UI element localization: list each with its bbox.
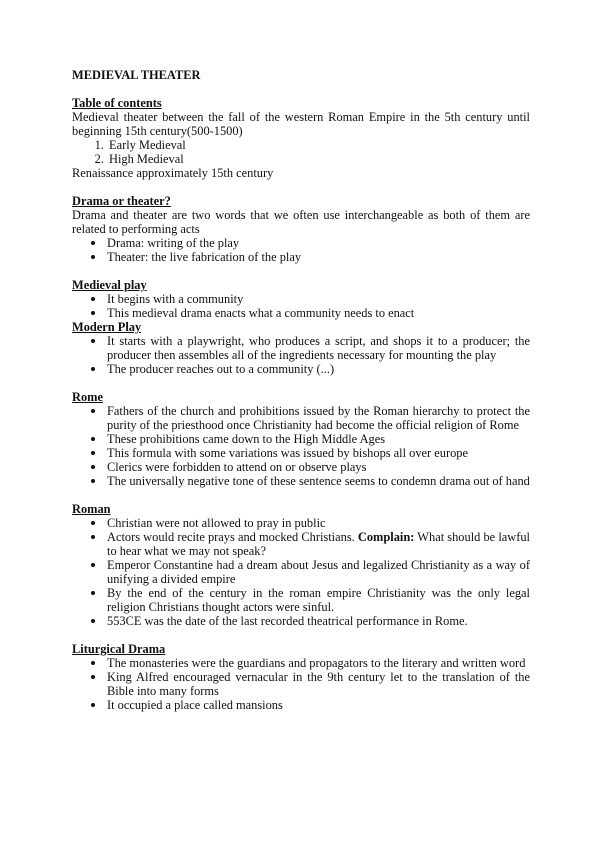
list-item: It begins with a community	[107, 292, 530, 306]
numbered-list	[72, 138, 530, 166]
section-heading: Liturgical Drama	[72, 642, 166, 656]
list-item: The monasteries were the guardians and propagators to the literary and written word	[107, 656, 530, 670]
list-item: Emperor Constantine had a dream about Jesus and legalized Christianity as a way of unifying a divided empire	[107, 558, 530, 586]
section-heading: Roman	[72, 502, 111, 516]
list-item	[107, 530, 530, 558]
list-item: These prohibitions came down to the High Middle Ages	[107, 432, 530, 446]
paragraph: Drama and theater are two words that we often use interchangeable as both of them are related to performing acts	[72, 208, 530, 236]
bullet-list	[72, 516, 530, 628]
list-item: Theater: the live fabrication of the play	[107, 250, 530, 264]
list-item: This medieval drama enacts what a community needs to enact	[107, 306, 530, 320]
bullet-list	[72, 334, 530, 376]
list-item: This formula with some variations was issued by bishops all over europe	[107, 446, 530, 460]
section-rome	[72, 390, 530, 488]
list-item: 2. High Medieval	[107, 152, 530, 166]
section-drama-or-theater	[72, 194, 530, 264]
paragraph: Medieval theater between the fall of the western Roman Empire in the 5th century until beginning 15th century(500-1500)	[72, 110, 530, 138]
list-item: Clerics were forbidden to attend on or observe plays	[107, 460, 530, 474]
list-item: Fathers of the church and prohibitions issued by the Roman hierarchy to protect the purity of the priesthood once Christianity had become the official religion of Rome	[107, 404, 530, 432]
bullet-list	[72, 656, 530, 712]
bullet-list	[72, 236, 530, 264]
list-item: It starts with a playwright, who produces a script, and shops it to a producer; the producer then assembles all of the ingredients necessary for mounting the play	[107, 334, 530, 362]
section-roman	[72, 502, 530, 628]
list-item-text: Actors would recite prays and mocked Christians.	[107, 530, 358, 544]
paragraph: Renaissance approximately 15th century	[72, 166, 274, 180]
list-item: 1. Early Medieval	[107, 138, 530, 152]
section-modern-play	[72, 320, 530, 376]
section-liturgical-drama	[72, 642, 530, 712]
list-item: The producer reaches out to a community (...)	[107, 362, 530, 376]
list-item: Christian were not allowed to pray in public	[107, 516, 530, 530]
section-table-of-contents	[72, 96, 530, 180]
section-heading: Rome	[72, 390, 103, 404]
list-item: By the end of the century in the roman empire Christianity was the only legal religion Christians thought actors were sinful.	[107, 586, 530, 614]
section-heading: Medieval play	[72, 278, 147, 292]
bullet-list	[72, 292, 530, 320]
list-item: It occupied a place called mansions	[107, 698, 530, 712]
section-heading: Modern Play	[72, 320, 142, 334]
list-item: Drama: writing of the play	[107, 236, 530, 250]
document-page	[72, 68, 530, 712]
list-item: King Alfred encouraged vernacular in the 9th century let to the translation of the Bible into many forms	[107, 670, 530, 698]
list-item: The universally negative tone of these sentence seems to condemn drama out of hand	[107, 474, 530, 488]
list-item: 553CE was the date of the last recorded theatrical performance in Rome.	[107, 614, 530, 628]
section-heading: Drama or theater?	[72, 194, 171, 208]
list-item-text: What should be lawful to hear what we may not speak?	[107, 530, 530, 558]
section-medieval-play	[72, 278, 530, 320]
section-heading: Table of contents	[72, 96, 162, 110]
complain-label: Complain:	[357, 530, 415, 544]
document-title: MEDIEVAL THEATER	[72, 68, 201, 82]
bullet-list	[72, 404, 530, 488]
